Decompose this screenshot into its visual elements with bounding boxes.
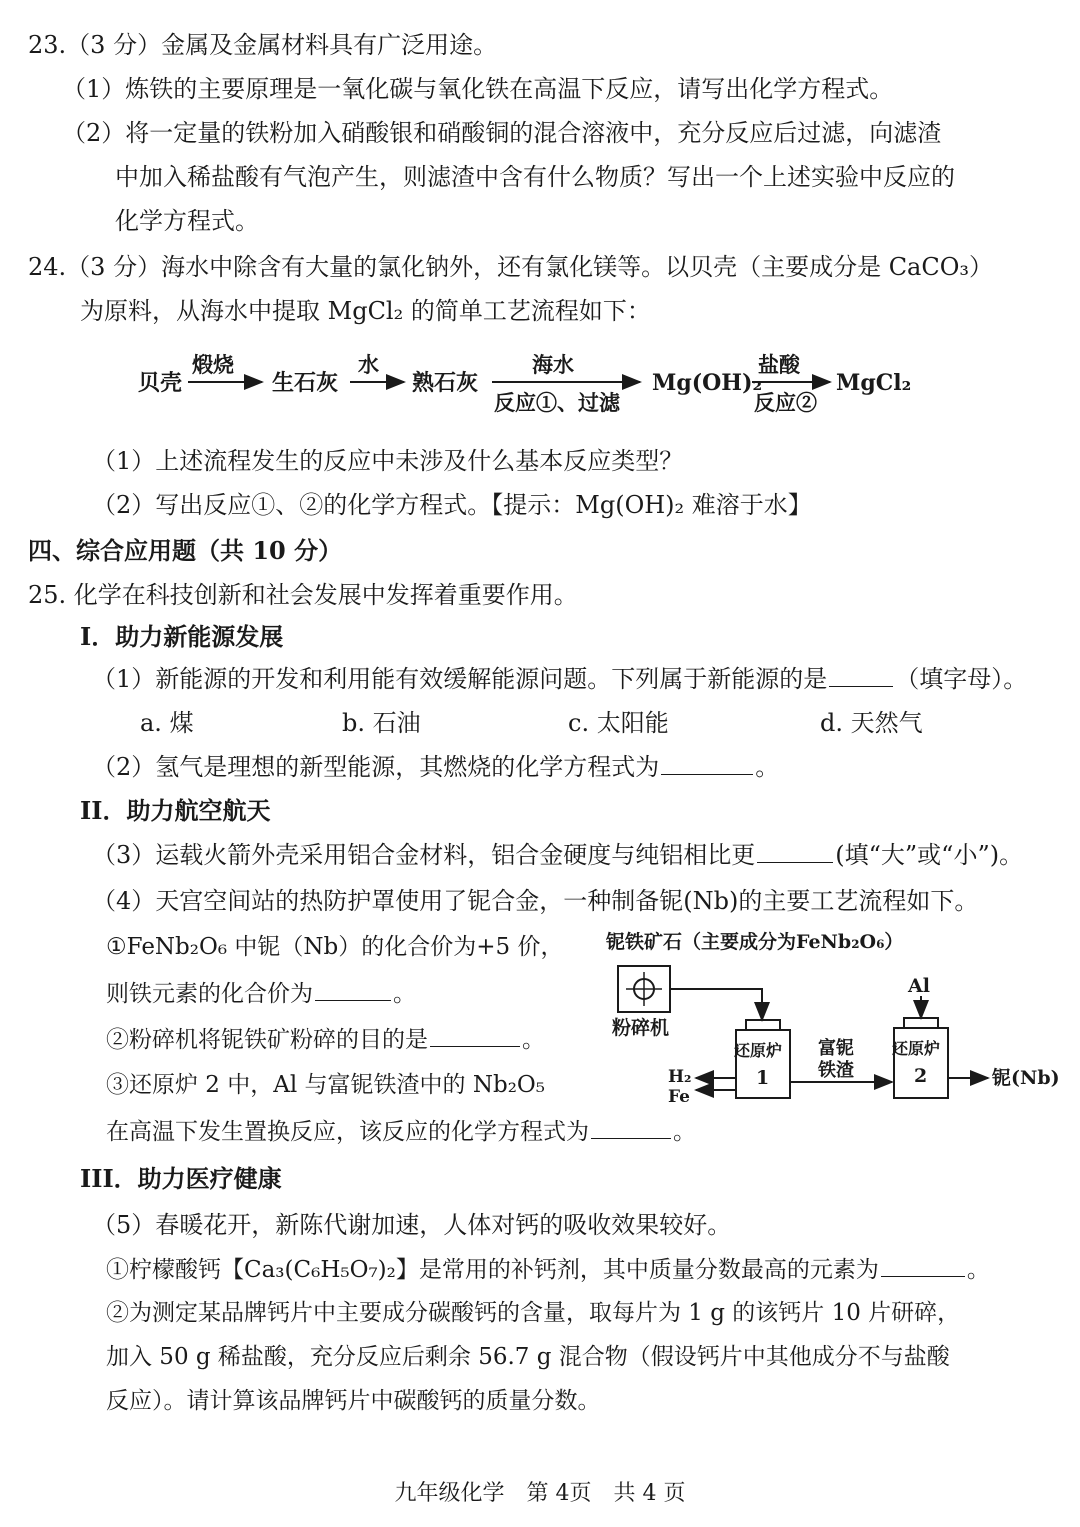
q25-part1: （1）新能源的开发和利用能有效缓解能源问题。下列属于新能源的是 （填字母）。 bbox=[92, 665, 1028, 693]
q25-part4: （4）天宫空间站的热防护罩使用了铌合金，一种制备铌(Nb)的主要工艺流程如下。 bbox=[92, 887, 979, 915]
furnace2-label: 还原炉 bbox=[892, 1039, 941, 1058]
furnace1-number: 1 bbox=[756, 1067, 770, 1089]
flow-label-water: 水 bbox=[358, 352, 379, 377]
q23-part2-line1: （2）将一定量的铁粉加入硝酸银和硝酸铜的混合溶液中，充分反应后过滤，向滤渣 bbox=[62, 119, 942, 147]
q25-part4-sub1-line2: 则铁元素的化合价为 。 bbox=[106, 978, 416, 1009]
q25-subsection-1: I．助力新能源发展 bbox=[80, 622, 284, 651]
q25-part5-sub2-line1: ②为测定某品牌钙片中主要成分碳酸钙的含量，取每片为 1 g 的该钙片 10 片研碎， bbox=[106, 1300, 961, 1326]
q25-part4-sub3-line1: ③还原炉 2 中，Al 与富铌铁渣中的 Nb₂O₅ bbox=[106, 1072, 545, 1098]
q23-title: 23.（3 分）金属及金属材料具有广泛用途。 bbox=[28, 31, 498, 59]
q25-part3: （3）运载火箭外壳采用铝合金材料，铝合金硬度与纯铝相比更 (填“大”或“小”)。 bbox=[92, 841, 1024, 869]
al-label: Al bbox=[908, 975, 930, 997]
flow-label-seawater: 海水 bbox=[532, 352, 574, 377]
option-d: d. 天然气 bbox=[820, 709, 923, 737]
q23-part2-line3: 化学方程式。 bbox=[115, 207, 259, 235]
answer-blank[interactable] bbox=[661, 752, 753, 775]
slag-label-line2: 铁渣 bbox=[818, 1060, 854, 1081]
h2-label: H₂ bbox=[668, 1067, 692, 1087]
q25-part4-sub3-line2: 在高温下发生置换反应，该反应的化学方程式为 。 bbox=[106, 1116, 696, 1147]
niobium-process-diagram bbox=[590, 922, 1070, 1112]
option-c: c. 太阳能 bbox=[568, 709, 669, 737]
q24-part2: （2）写出反应①、②的化学方程式。【提示：Mg(OH)₂ 难溶于水】 bbox=[92, 491, 812, 519]
q25-part4-sub1-line1: ①FeNb₂O₆ 中铌（Nb）的化合价为+5 价， bbox=[106, 934, 564, 960]
answer-blank[interactable] bbox=[591, 1116, 671, 1139]
crusher-to-furnace1-arrow bbox=[670, 989, 762, 1020]
fe-label: Fe bbox=[668, 1087, 690, 1107]
crusher-label: 粉碎机 bbox=[612, 1017, 670, 1039]
q25-subsection-2: II．助力航空航天 bbox=[80, 796, 271, 825]
q24-flow-diagram bbox=[0, 340, 1080, 430]
q24-title-line2: 为原料，从海水中提取 MgCl₂ 的简单工艺流程如下： bbox=[80, 297, 651, 325]
furnace1-label: 还原炉 bbox=[734, 1041, 783, 1060]
q25-part5-sub2-line3: 反应）。请计算该品牌钙片中碳酸钙的质量分数。 bbox=[106, 1388, 601, 1414]
answer-blank[interactable] bbox=[829, 664, 893, 687]
option-b: b. 石油 bbox=[342, 709, 421, 737]
answer-blank[interactable] bbox=[757, 840, 833, 863]
q25-subsection-3: III．助力医疗健康 bbox=[80, 1164, 282, 1193]
q23-part1: （1）炼铁的主要原理是一氧化碳与氧化铁在高温下反应，请写出化学方程式。 bbox=[62, 75, 894, 103]
ore-label: 铌铁矿石（主要成分为FeNb₂O₆） bbox=[606, 931, 904, 953]
furnace2-cap bbox=[904, 1018, 938, 1028]
q24-title: 24.（3 分）海水中除含有大量的氯化钠外，还有氯化镁等。以贝壳（主要成分是 CaCO₃） bbox=[28, 253, 994, 281]
flow-label-reaction1: 反应①、过滤 bbox=[494, 390, 620, 415]
answer-blank[interactable] bbox=[430, 1024, 520, 1047]
option-a: a. 煤 bbox=[140, 709, 194, 737]
q23-part2-line2: 中加入稀盐酸有气泡产生，则滤渣中含有什么物质？写出一个上述实验中反应的 bbox=[115, 163, 955, 191]
q25-part5-sub1: ①柠檬酸钙【Ca₃(C₆H₅O₇)₂】是常用的补钙剂，其中质量分数最高的元素为 。 bbox=[106, 1254, 990, 1285]
flow-label-hcl: 盐酸 bbox=[758, 352, 800, 377]
q25-part2: （2）氢气是理想的新型能源，其燃烧的化学方程式为 。 bbox=[92, 753, 780, 781]
flow-node-slakedlime: 熟石灰 bbox=[412, 370, 479, 396]
q25-part4-sub2: ②粉碎机将铌铁矿粉碎的目的是 。 bbox=[106, 1024, 545, 1055]
q25-part5: （5）春暖花开，新陈代谢加速，人体对钙的吸收效果较好。 bbox=[92, 1211, 732, 1239]
furnace2-number: 2 bbox=[914, 1065, 928, 1087]
furnace1-cap bbox=[746, 1020, 780, 1030]
slag-label-line1: 富铌 bbox=[818, 1038, 854, 1059]
answer-blank[interactable] bbox=[881, 1254, 965, 1277]
flow-label-calcine: 煅烧 bbox=[192, 352, 234, 377]
flow-node-mgoh2: Mg(OH)₂ bbox=[652, 370, 763, 396]
q25-part5-sub2-line2: 加入 50 g 稀盐酸，充分反应后剩余 56.7 g 混合物（假设钙片中其他成分不与盐酸 bbox=[106, 1344, 950, 1370]
q25-title: 25. 化学在科技创新和社会发展中发挥着重要作用。 bbox=[28, 581, 578, 609]
flow-label-reaction2: 反应② bbox=[754, 390, 817, 415]
section-heading: 四、综合应用题（共 10 分） bbox=[28, 536, 343, 565]
product-label: 铌(Nb) bbox=[992, 1067, 1060, 1089]
q24-part1: （1）上述流程发生的反应中未涉及什么基本反应类型？ bbox=[92, 447, 684, 475]
flow-node-shell: 贝壳 bbox=[138, 370, 183, 396]
page-footer: 九年级化学 第 4页 共 4 页 bbox=[394, 1481, 686, 1506]
flow-node-quicklime: 生石灰 bbox=[272, 370, 339, 396]
flow-node-mgcl2: MgCl₂ bbox=[836, 370, 912, 396]
answer-blank[interactable] bbox=[315, 978, 391, 1001]
